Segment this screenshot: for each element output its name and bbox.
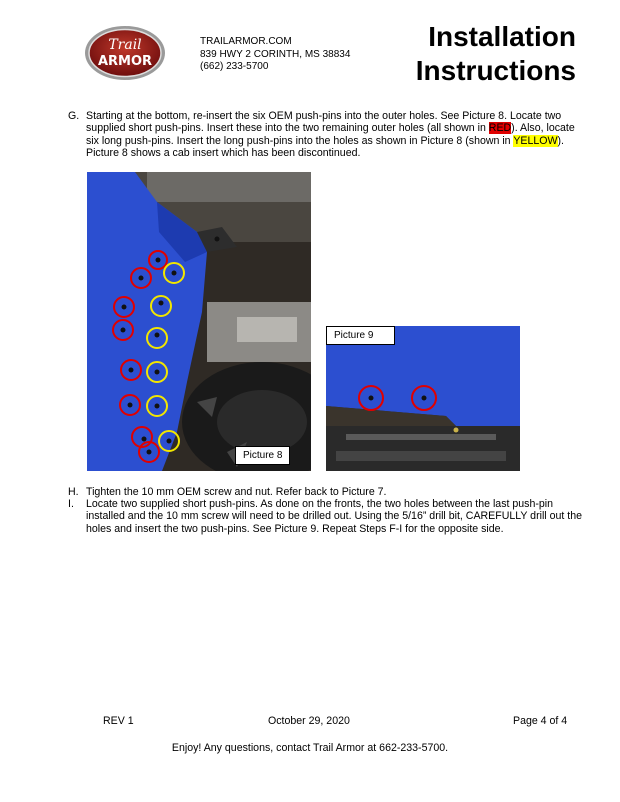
step-g-text: Starting at the bottom, re-insert the six OEM push-pins into the outer holes. See Picture 8. Locate two supplied short push-pins. Insert these into the two remaining outer holes (all shown in RED). Also, locate six long push-pins. Insert the long push-pins into the holes as shown in Picture 8 (shown in YELLOW). Picture 8 shows a cab insert which has been discontinued. — [86, 110, 575, 160]
yellow-highlight: YELLOW — [513, 134, 558, 147]
picture-8-caption: Picture 8 — [235, 446, 290, 465]
svg-text:Trail: Trail — [108, 37, 142, 53]
company-address: 839 HWY 2 CORINTH, MS 38834 — [200, 48, 351, 60]
picture-9-photo — [326, 326, 520, 471]
picture-9-caption: Picture 9 — [326, 326, 395, 345]
footer-date: October 29, 2020 — [268, 715, 350, 727]
company-phone: (662) 233-5700 — [200, 61, 269, 72]
trail-armor-logo — [84, 24, 166, 82]
company-info — [200, 36, 350, 74]
step-i-text: Locate two supplied short push-pins. As done on the fronts, the two holes between the last push-pin installed and the 10 mm screw will need to be drilled out. Using the 5/16” drill bit, CAREFULLY drill out the holes and insert the two push-pins. See Picture 9. Repeat Steps F-I for the opposite side. — [86, 498, 582, 535]
footer-contact: Enjoy! Any questions, contact Trail Armor at 662-233-5700. — [171, 742, 449, 754]
footer-page-number: Page 4 of 4 — [513, 715, 568, 727]
step-h-label: H. — [68, 486, 79, 498]
step-h-text: Tighten the 10 mm OEM screw and nut. Refer back to Picture 7. — [86, 486, 387, 498]
step-g-label: G. — [68, 110, 80, 122]
picture-8-photo — [87, 172, 311, 471]
company-website: TRAILARMOR.COM — [200, 36, 292, 47]
step-i-label: I. — [68, 498, 74, 510]
red-highlight: RED — [488, 122, 512, 135]
svg-text:ARMOR: ARMOR — [97, 54, 153, 69]
page-title: Installation Instructions — [415, 21, 576, 86]
footer-revision: REV 1 — [103, 715, 134, 727]
